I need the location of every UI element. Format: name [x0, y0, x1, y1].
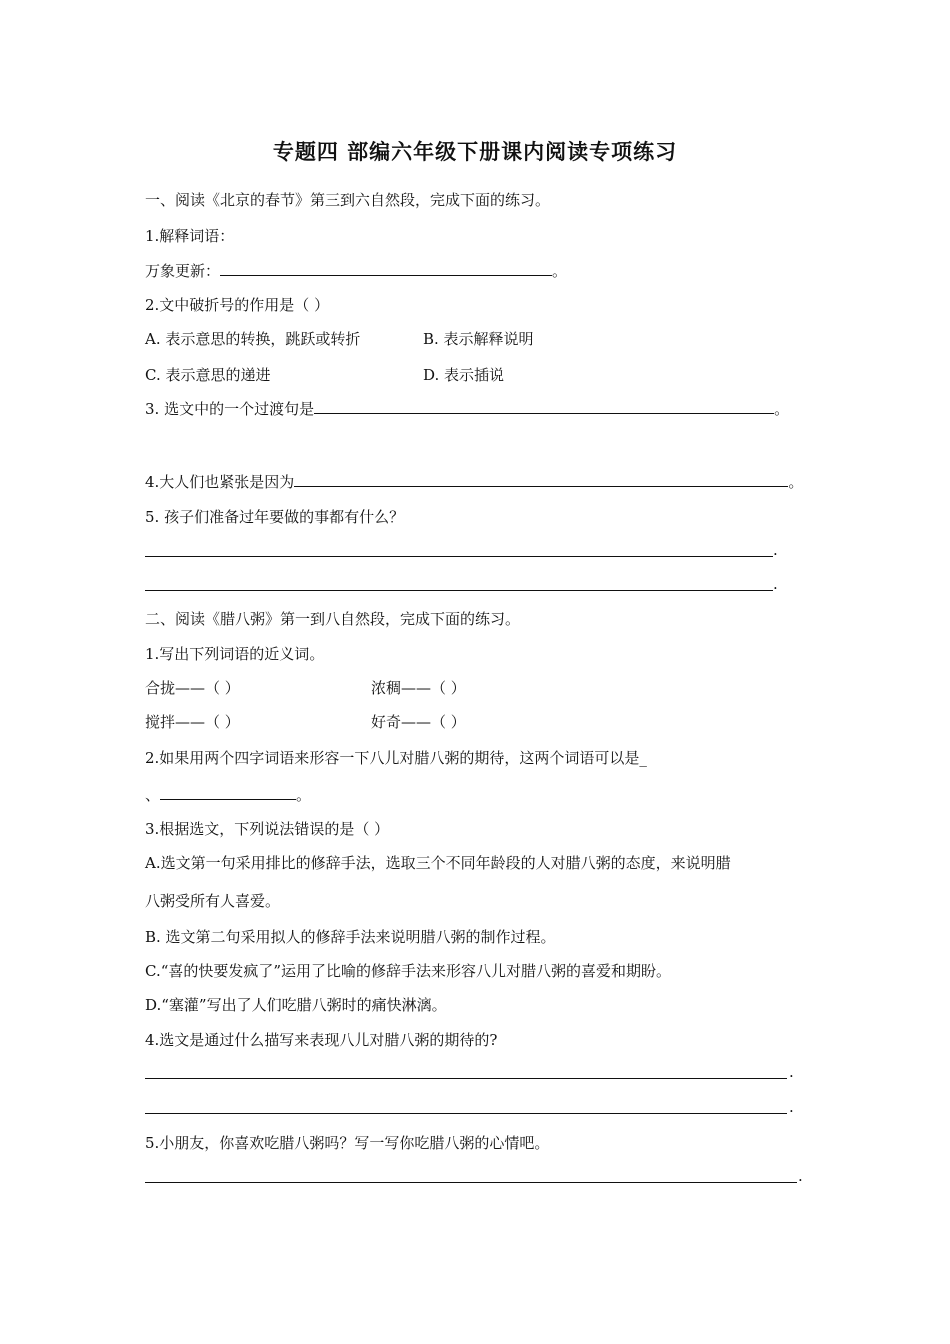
s2-synonyms-row1: [145, 678, 466, 698]
answer-blank[interactable]: [160, 785, 296, 800]
end-mark: 。: [552, 262, 568, 280]
s1-question-1: 1.解释词语：: [145, 227, 235, 245]
s1-q2-options-row1: [145, 329, 534, 349]
s2-q3-option-c: C.“喜的快要发疯了”运用了比喻的修辞手法来形容八儿对腊八粥的喜爱和期盼。: [145, 962, 672, 980]
s1-question-1a: [145, 261, 567, 281]
synonym-item: 搅拌——（ ）: [145, 713, 240, 731]
s2-q3-option-d: D.“塞灌”写出了人们吃腊八粥时的痛快淋漓。: [145, 996, 447, 1014]
end-mark: 。: [788, 473, 804, 491]
answer-line[interactable]: [145, 590, 773, 591]
line-end-period: .: [798, 1167, 803, 1185]
s2-question-2: 2.如果用两个四字词语来形容一下八儿对腊八粥的期待，这两个词语可以是_: [145, 749, 647, 767]
line-end-period: .: [789, 1063, 794, 1081]
s2-q2b-mark: 、: [145, 786, 161, 804]
s1-q1a-label: 万象更新：: [145, 262, 221, 280]
s2-question-5: 5.小朋友，你喜欢吃腊八粥吗？写一写你吃腊八粥的心情吧。: [145, 1134, 550, 1152]
section-1-heading: 一、阅读《北京的春节》第三到六自然段，完成下面的练习。: [145, 191, 551, 209]
s2-question-4: 4.选文是通过什么描写来表现八儿对腊八粥的期待的?: [145, 1031, 498, 1049]
answer-blank[interactable]: [314, 399, 774, 414]
line-end-period: .: [773, 541, 778, 559]
answer-line[interactable]: [145, 1078, 787, 1079]
s1-question-4: [145, 472, 803, 492]
s2-q3-option-a-line1: A.选文第一句采用排比的修辞手法，选取三个不同年龄段的人对腊八粥的态度，来说明腊: [145, 854, 731, 872]
synonym-item: 合拢——（ ）: [145, 679, 240, 697]
s2-q3-option-b: B. 选文第二句采用拟人的修辞手法来说明腊八粥的制作过程。: [145, 928, 556, 946]
option-d: D. 表示插说: [423, 366, 505, 384]
line-end-period: .: [773, 575, 778, 593]
answer-line[interactable]: [145, 1113, 787, 1114]
s1-q3-label: 3. 选文中的一个过渡句是: [145, 400, 315, 418]
section-2-heading: 二、阅读《腊八粥》第一到八自然段，完成下面的练习。: [145, 610, 521, 628]
answer-blank[interactable]: [294, 472, 788, 487]
s1-question-5: 5. 孩子们准备过年要做的事都有什么？: [145, 508, 405, 526]
answer-line[interactable]: [145, 556, 773, 557]
synonym-item: 好奇——（ ）: [371, 713, 466, 731]
answer-blank[interactable]: [220, 261, 552, 276]
s2-synonyms-row2: [145, 712, 466, 732]
synonym-item: 浓稠——（ ）: [371, 679, 466, 697]
end-mark: 。: [774, 400, 790, 418]
option-a: A. 表示意思的转换，跳跃或转折: [145, 330, 361, 348]
s1-q2-options-row2: [145, 365, 504, 385]
s1-question-2: 2.文中破折号的作用是（ ）: [145, 296, 330, 314]
answer-line[interactable]: [145, 1182, 797, 1183]
s2-q3-option-a-line2: 八粥受所有人喜爱。: [145, 892, 281, 910]
s1-question-3: [145, 399, 789, 419]
s1-q4-label: 4.大人们也紧张是因为: [145, 473, 295, 491]
page-title: 专题四 部编六年级下册课内阅读专项练习: [272, 140, 678, 164]
s2-question-2b: [145, 785, 311, 805]
end-mark: 。: [296, 786, 312, 804]
option-c: C. 表示意思的递进: [145, 366, 271, 384]
s2-question-1: 1.写出下列词语的近义词。: [145, 645, 325, 663]
option-b: B. 表示解释说明: [423, 330, 534, 348]
line-end-period: .: [789, 1098, 794, 1116]
s2-question-3: 3.根据选文，下列说法错误的是（ ）: [145, 820, 390, 838]
